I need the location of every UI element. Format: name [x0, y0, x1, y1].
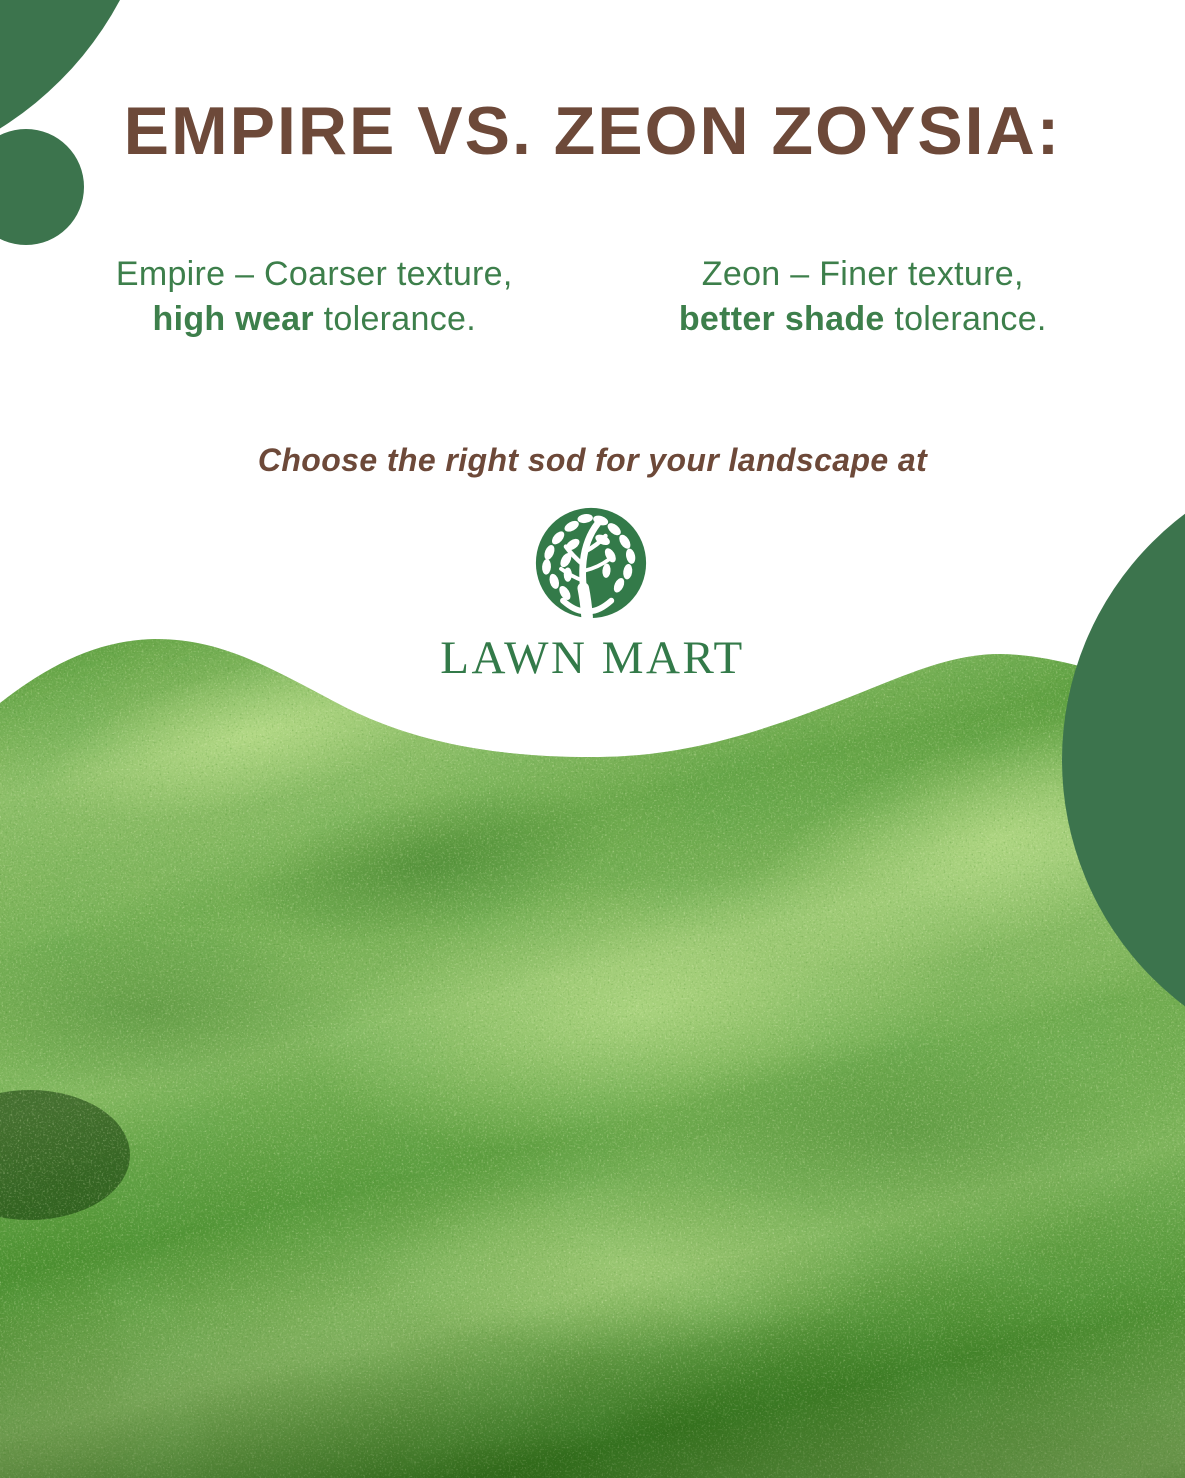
empire-bold-trait: high wear	[152, 300, 314, 338]
tagline: Choose the right sod for your landscape at	[257, 442, 928, 478]
comparison-empire	[18, 252, 611, 342]
zeon-line2-rest: tolerance.	[884, 300, 1047, 338]
empire-line1: Empire – Coarser texture,	[115, 255, 513, 293]
tree-in-circle-logo-icon	[533, 505, 649, 621]
comparison-row	[0, 252, 1185, 342]
zeon-bold-trait: better shade	[678, 300, 885, 338]
empire-line2-rest: tolerance.	[313, 300, 476, 338]
brand-name: LAWN MART	[440, 632, 745, 684]
poster-title: EMPIRE VS. ZEON ZOYSIA:	[123, 93, 1062, 169]
zeon-line1: Zeon – Finer texture,	[701, 255, 1024, 293]
comparison-zeon	[567, 252, 1160, 342]
